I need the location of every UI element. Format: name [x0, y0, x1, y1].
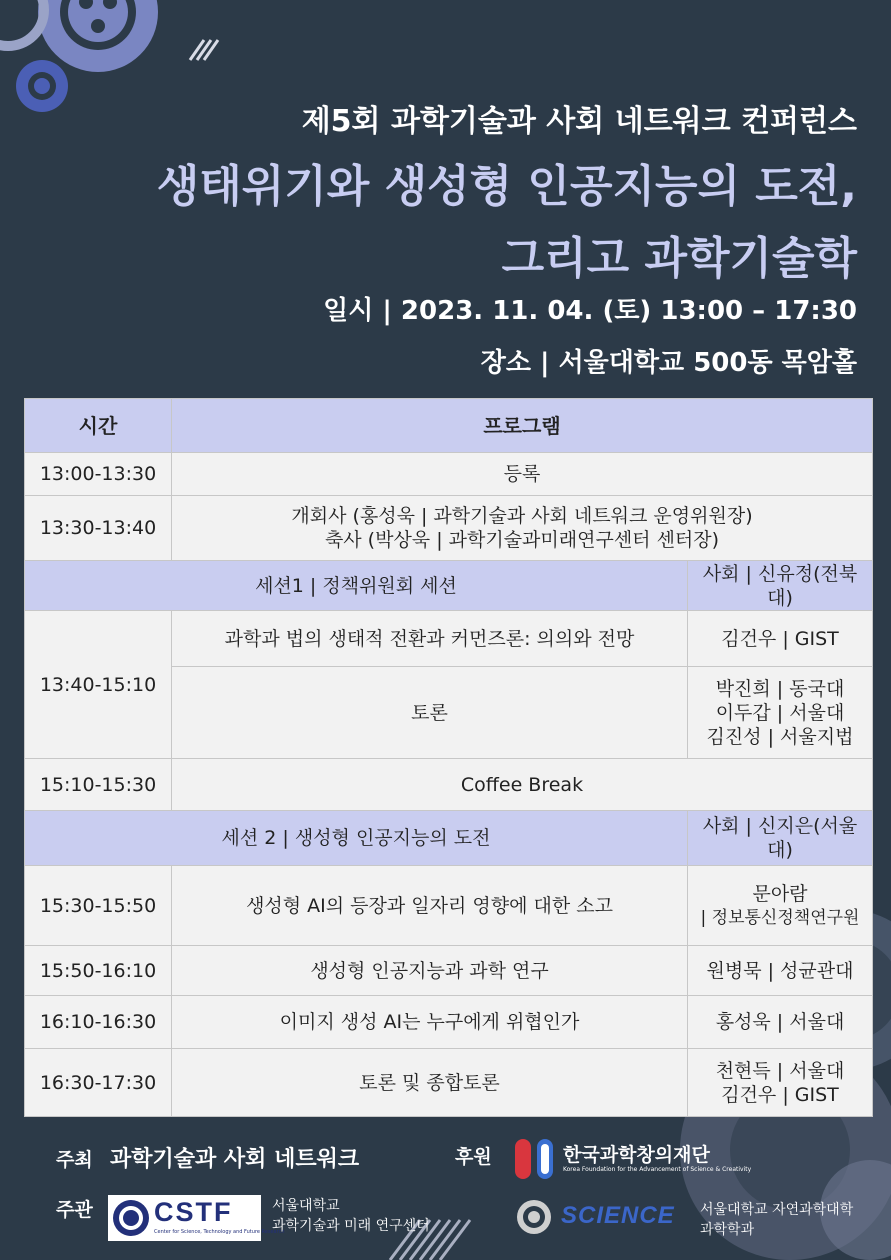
time-cell: 15:10-15:30: [25, 759, 172, 811]
science-name: [700, 1200, 853, 1240]
speaker-cell: [688, 866, 873, 946]
column-header-program: 프로그램: [172, 399, 873, 453]
table-row: [25, 759, 873, 811]
talk-title: 과학과 법의 생태적 전환과 커먼즈론: 의의와 전망: [172, 611, 688, 667]
speaker-cell: [688, 667, 873, 759]
talk-title: 생성형 AI의 등장과 일자리 영향에 대한 소고: [172, 866, 688, 946]
table-header-row: [25, 399, 873, 453]
sponsor-label: 후원: [455, 1146, 492, 1168]
science-name-line: 과학학과: [700, 1222, 755, 1238]
cstf-name: [272, 1196, 430, 1236]
session-title: 세션 2 | 생성형 인공지능의 도전: [25, 811, 688, 866]
speaker-cell: [688, 1049, 873, 1117]
opening-remarks: 개회사 (홍성욱 | 과학기술과 사회 네트워크 운영위원장): [291, 505, 753, 527]
session-title: 세션1 | 정책위원회 세션: [25, 561, 688, 611]
conference-title: 제5회 과학기술과 사회 네트워크 컨퍼런스: [301, 104, 857, 139]
table-row: [25, 453, 873, 496]
event-date: 일시 | 2023. 11. 04. (토) 13:00 – 17:30: [323, 296, 857, 326]
session-row: [25, 561, 873, 611]
table-row: [25, 611, 873, 667]
talk-title: 이미지 생성 AI는 누구에게 위협인가: [172, 996, 688, 1049]
time-cell: 15:50-16:10: [25, 946, 172, 996]
time-cell: 16:10-16:30: [25, 996, 172, 1049]
discussant: 박진희 | 동국대: [715, 677, 845, 700]
snu-emblem-icon: [111, 1198, 151, 1238]
main-title-line-1: 생태위기와 생성형 인공지능의 도전,: [156, 161, 857, 212]
cstf-name-line: 과학기술과 미래 연구센터: [272, 1218, 430, 1234]
program-cell: [172, 496, 873, 561]
table-row: [25, 496, 873, 561]
session-row: [25, 811, 873, 866]
talk-title: 생성형 인공지능과 과학 연구: [172, 946, 688, 996]
program-cell: 등록: [172, 453, 873, 496]
time-cell: 13:00-13:30: [25, 453, 172, 496]
program-table: [24, 398, 873, 1117]
science-logo: [515, 1198, 690, 1238]
cstf-name-line: 서울대학교: [272, 1198, 340, 1214]
snu-emblem-icon: [515, 1198, 553, 1236]
organizer-label: 주관: [56, 1199, 93, 1221]
time-cell: 13:40-15:10: [25, 611, 172, 759]
time-cell: 15:30-15:50: [25, 866, 172, 946]
table-row: [25, 996, 873, 1049]
speaker-affiliation: | 정보통신정책연구원: [700, 907, 860, 928]
talk-title: 토론 및 종합토론: [172, 1049, 688, 1117]
column-header-time: 시간: [25, 399, 172, 453]
cstf-logo-text: CSTF: [154, 1197, 233, 1227]
discussant: 이두갑 | 서울대: [715, 701, 845, 724]
host-name: 과학기술과 사회 네트워크: [110, 1147, 360, 1172]
host-label: 주최: [56, 1149, 93, 1171]
table-row: [25, 946, 873, 996]
cstf-subtitle: Center for Science, Technology and Future Research: [154, 1229, 285, 1235]
time-cell: 16:30-17:30: [25, 1049, 172, 1117]
speaker-name: 천현득 | 서울대: [715, 1059, 845, 1082]
speaker-cell: 원병묵 | 성균관대: [688, 946, 873, 996]
time-cell: 13:30-13:40: [25, 496, 172, 561]
speaker-cell: 김건우 | GIST: [688, 611, 873, 667]
session-chair: 사회 | 신유정(전북대): [688, 561, 873, 611]
congratulatory-remarks: 축사 (박상욱 | 과학기술과미래연구센터 센터장): [324, 529, 720, 551]
event-venue: 장소 | 서울대학교 500동 목암홀: [480, 348, 857, 378]
kofac-logo: [513, 1136, 752, 1182]
kofac-name: 한국과학창의재단: [563, 1144, 710, 1166]
speaker-name: 문아람: [752, 882, 808, 905]
talk-title: 토론: [172, 667, 688, 759]
speaker-name: 김건우 | GIST: [721, 1083, 839, 1106]
session-chair: 사회 | 신지은(서울대): [688, 811, 873, 866]
program-cell: Coffee Break: [172, 759, 873, 811]
discussant: 김진성 | 서울지법: [706, 725, 854, 748]
cstf-logo: [108, 1195, 285, 1241]
table-row: [25, 866, 873, 946]
kofac-logo-icon: [513, 1136, 557, 1182]
kofac-subtitle: Korea Foundation for the Advancement of Science & Creativity: [563, 1166, 752, 1173]
table-row: [25, 1049, 873, 1117]
main-title-line-2: 그리고 과학기술학: [501, 233, 857, 284]
science-logo-text: SCIENCE: [561, 1202, 675, 1229]
speaker-cell: 홍성욱 | 서울대: [688, 996, 873, 1049]
gear-icon: [0, 0, 220, 120]
science-name-line: 서울대학교 자연과학대학: [700, 1202, 854, 1218]
